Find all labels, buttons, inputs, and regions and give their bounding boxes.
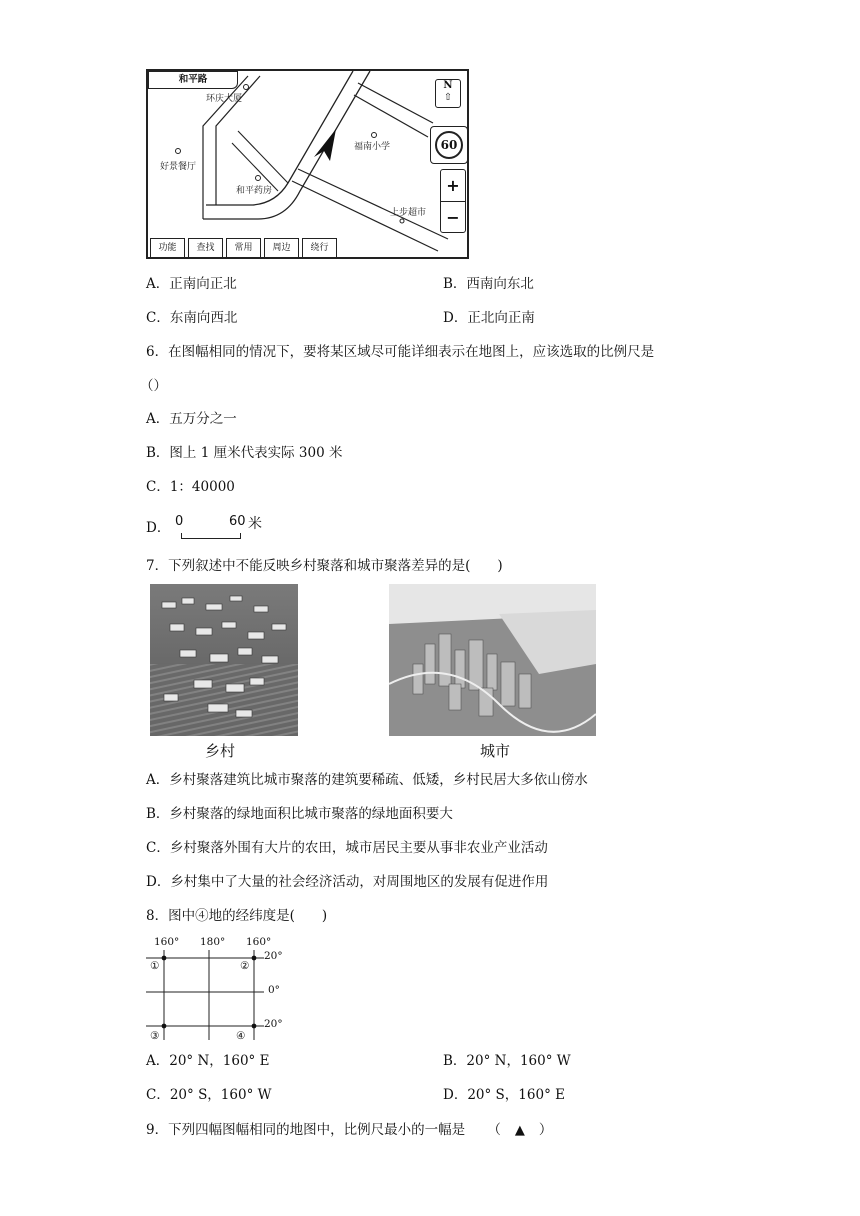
map-tab-bar — [150, 238, 337, 257]
q8-option-d: D．20° S，160° E — [443, 1087, 565, 1103]
q7-stem: 7．下列叙述中不能反映乡村聚落和城市聚落差异的是( ) — [146, 558, 503, 574]
q8-option-b: B．20° N，160° W — [443, 1053, 571, 1069]
road-name-tab: 和平路 — [148, 71, 238, 89]
place-label: 好景餐厅 — [160, 162, 197, 172]
north-indicator: N ⇧ — [435, 79, 461, 108]
map-tab: 周边 — [264, 238, 299, 257]
triangle-icon: ▲ — [514, 1123, 525, 1138]
north-arrow-icon: ⇧ — [443, 92, 453, 103]
point-label: ③ — [150, 1030, 160, 1042]
navigation-map — [146, 69, 469, 259]
q6-option-a: A．五万分之一 — [146, 411, 237, 427]
q5-option-c: C．东南向西北 — [146, 310, 238, 326]
speed-limit-sign: 60 — [430, 126, 468, 164]
q7-option-a: A．乡村聚落建筑比城市聚落的建筑要稀疏、低矮，乡村民居大多依山傍水 — [146, 772, 588, 788]
q6-stem-blank: （） — [140, 378, 167, 394]
rural-photo — [150, 584, 298, 736]
q7-option-d: D．乡村集中了大量的社会经济活动，对周围地区的发展有促进作用 — [146, 874, 549, 890]
zoom-out-icon: − — [441, 201, 465, 233]
zoom-control — [440, 169, 466, 233]
map-tab: 常用 — [226, 238, 261, 257]
q6-option-c: C．1：40000 — [146, 479, 235, 495]
q7-option-b: B．乡村聚落的绿地面积比城市聚落的绿地面积要大 — [146, 806, 453, 822]
urban-caption: 城市 — [480, 742, 511, 760]
q5-option-d: D．正北向正南 — [443, 310, 535, 326]
q8-option-c: C．20° S，160° W — [146, 1087, 272, 1103]
scale-bar: 0 60 米 — [175, 514, 255, 540]
map-tab: 查找 — [188, 238, 223, 257]
q8-stem: 8．图中④地的经纬度是( ) — [146, 908, 328, 924]
point-label: ① — [150, 960, 160, 972]
q8-option-a: A．20° N，160° E — [146, 1053, 270, 1069]
place-label: 和平药房 — [236, 186, 273, 196]
place-label: 环庆大厦 — [206, 94, 243, 104]
q9-stem: 9．下列四幅图幅相同的地图中，比例尺最小的一幅是 （ ▲ ） — [146, 1122, 553, 1138]
zoom-in-icon: + — [446, 176, 460, 195]
q6-option-d: D． — [146, 520, 171, 536]
q6-option-b: B．图上 1 厘米代表实际 300 米 — [146, 445, 343, 461]
point-label: ② — [240, 960, 250, 972]
point-label: ④ — [236, 1030, 246, 1042]
lat-long-grid: 160° 180° 160° 20° 0° 20° ① ② ③ ④ — [150, 936, 283, 1042]
q5-option-a: A．正南向正北 — [146, 276, 237, 292]
place-label: 上步超市 — [390, 208, 427, 218]
rural-caption: 乡村 — [205, 742, 236, 760]
q7-option-c: C．乡村聚落外围有大片的农田，城市居民主要从事非农业产业活动 — [146, 840, 548, 856]
q6-stem: 6．在图幅相同的情况下，要将某区域尽可能详细表示在地图上，应该选取的比例尺是 — [146, 344, 655, 360]
place-label: 福南小学 — [354, 142, 391, 152]
map-tab: 功能 — [150, 238, 185, 257]
q5-option-b: B．西南向东北 — [443, 276, 534, 292]
map-tab: 绕行 — [302, 238, 337, 257]
urban-photo — [389, 584, 596, 736]
